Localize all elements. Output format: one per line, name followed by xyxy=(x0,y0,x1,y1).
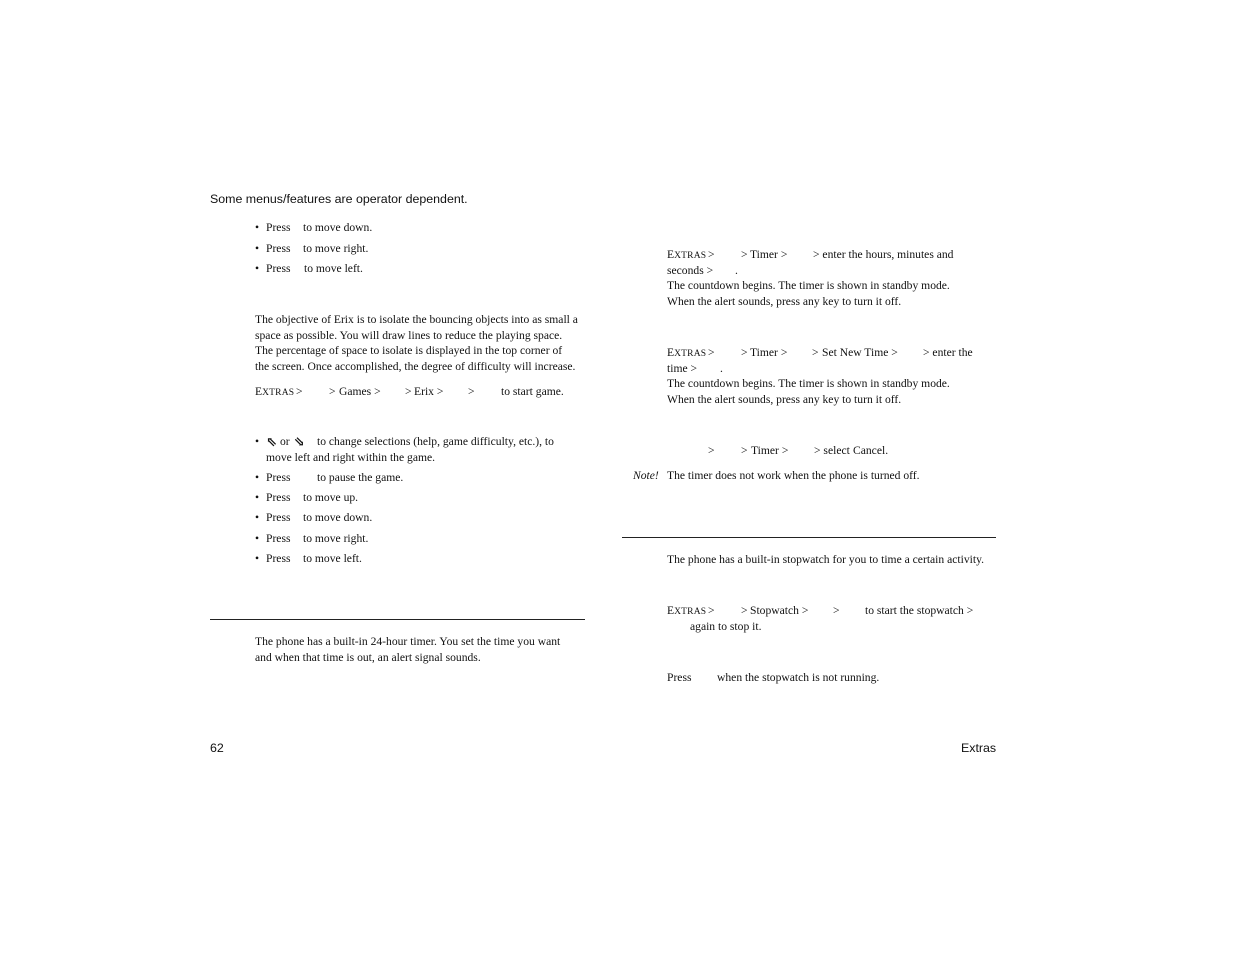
press-text: Press xyxy=(266,532,291,545)
menu-timer: Timer > xyxy=(750,346,788,359)
path-end: . xyxy=(735,264,738,277)
set-timer-block xyxy=(667,247,997,311)
cancel-timer-path xyxy=(667,443,997,459)
section-divider-stopwatch xyxy=(622,537,996,538)
path-separator: > xyxy=(708,346,715,359)
instruction-text: to move left. xyxy=(304,262,363,275)
path-separator: > xyxy=(708,444,715,457)
erix-menu-path xyxy=(255,384,585,400)
path-instruction: seconds > xyxy=(667,264,714,277)
path-separator: > xyxy=(329,385,336,398)
instruction-text: to change selections (help, game difficulty, etc.), to xyxy=(317,435,554,448)
paragraph-line: and when that time is out, an alert signal sounds. xyxy=(255,650,481,664)
page-number: 62 xyxy=(210,741,224,755)
menu-set-new-time: Set New Time > xyxy=(822,346,898,359)
selection-bullet xyxy=(255,434,585,464)
press-text: Press xyxy=(266,491,291,504)
press-text: Press xyxy=(266,242,291,255)
paragraph-line: The percentage of space to isolate is displayed in the top corner of xyxy=(255,344,563,358)
note-label: Note! xyxy=(633,469,659,482)
press-text: Press xyxy=(266,511,291,524)
nav-up-left-icon: ⇖ xyxy=(266,434,277,449)
stopwatch-description: The phone has a built-in stopwatch for you to time a certain activity. xyxy=(667,553,985,566)
path-separator: > xyxy=(405,385,412,398)
path-separator: > xyxy=(708,604,715,617)
press-text: Press xyxy=(266,552,291,565)
bullet-marker: • xyxy=(255,552,260,565)
path-separator: > xyxy=(741,248,748,261)
instruction-text: when the stopwatch is not running. xyxy=(717,671,880,684)
or-text: or xyxy=(280,435,290,448)
path-separator: > xyxy=(741,346,748,359)
timer-description xyxy=(255,634,560,665)
press-text: Press xyxy=(667,671,692,684)
instruction-text-continued: move left and right within the game. xyxy=(266,451,436,464)
paragraph-line: The countdown begins. The timer is shown in standby mode. xyxy=(667,279,950,292)
path-separator: > xyxy=(296,385,303,398)
section-name: Extras xyxy=(961,741,997,755)
nav-down-right-icon: ⇘ xyxy=(294,434,305,449)
path-end-text-continued: again to stop it. xyxy=(690,620,762,633)
paragraph-line: When the alert sounds, press any key to turn it off. xyxy=(667,393,902,406)
menu-extras: EXTRAS xyxy=(667,604,707,617)
list-item xyxy=(255,551,362,567)
path-separator: > xyxy=(741,604,748,617)
menu-extras: EXTRAS xyxy=(667,248,707,261)
paragraph-line: The objective of Erix is to isolate the bouncing objects into as small a xyxy=(255,313,578,326)
paragraph-line: When the alert sounds, press any key to turn it off. xyxy=(667,295,902,308)
press-text: Press xyxy=(266,262,291,275)
path-instruction: > enter the hours, minutes and xyxy=(813,248,954,261)
path-instruction: > enter the xyxy=(923,346,973,359)
list-item xyxy=(255,220,373,236)
press-text: Press xyxy=(266,471,291,484)
bullet-marker: • xyxy=(255,242,260,255)
bullet-marker: • xyxy=(255,262,260,275)
paragraph-line: space as possible. You will draw lines to reduce the playing space. xyxy=(255,328,563,342)
menu-extras: EXTRAS xyxy=(255,385,295,398)
press-text: Press xyxy=(266,221,291,234)
instruction-text: to move right. xyxy=(303,242,369,255)
path-end: . xyxy=(720,362,723,375)
path-separator: > xyxy=(741,444,748,457)
bullet-marker: • xyxy=(255,532,260,545)
menu-cancel: Cancel. xyxy=(853,444,889,457)
menu-timer: Timer > xyxy=(751,444,789,457)
instruction-text: to move down. xyxy=(303,511,373,524)
bullet-marker: • xyxy=(255,511,260,524)
instruction-text: to move left. xyxy=(303,552,362,565)
list-item xyxy=(255,490,359,506)
list-item xyxy=(255,531,369,547)
instruction-text: to move down. xyxy=(303,221,373,234)
menu-extras: EXTRAS xyxy=(667,346,707,359)
path-end-text: to start game. xyxy=(501,385,564,398)
operator-note: Some menus/features are operator dependent. xyxy=(210,192,468,206)
instruction-text: to move right. xyxy=(303,532,369,545)
menu-games: Games > xyxy=(339,385,381,398)
list-item xyxy=(255,510,373,526)
section-divider-timer xyxy=(210,619,585,620)
list-item xyxy=(255,261,363,277)
paragraph-line: The phone has a built-in 24-hour timer. You set the time you want xyxy=(255,635,561,648)
bullet-marker: • xyxy=(255,221,260,234)
bullet-marker: • xyxy=(255,491,260,504)
path-separator: > xyxy=(812,346,819,359)
path-separator: > xyxy=(833,604,840,617)
list-item xyxy=(255,470,404,486)
bullet-marker: • xyxy=(255,435,260,448)
stopwatch-reset xyxy=(667,670,997,686)
bullet-marker: • xyxy=(255,471,260,484)
instruction-text: to move up. xyxy=(303,491,359,504)
path-instruction: > select xyxy=(814,444,850,457)
set-new-time-block xyxy=(667,345,997,409)
path-separator: > xyxy=(708,248,715,261)
erix-description xyxy=(255,312,578,375)
stopwatch-menu-path xyxy=(667,603,997,635)
menu-timer: Timer > xyxy=(750,248,788,261)
path-end-text: to start the stopwatch > xyxy=(865,604,974,617)
note-text: The timer does not work when the phone is turned off. xyxy=(667,469,920,482)
path-separator: > xyxy=(468,385,475,398)
instruction-text: to pause the game. xyxy=(317,471,404,484)
menu-erix: Erix > xyxy=(414,385,444,398)
list-item xyxy=(255,241,369,257)
paragraph-line: the screen. Once accomplished, the degree of difficulty will increase. xyxy=(255,360,576,374)
path-instruction: time > xyxy=(667,362,698,375)
paragraph-line: The countdown begins. The timer is shown in standby mode. xyxy=(667,377,950,390)
menu-stopwatch: Stopwatch > xyxy=(750,604,809,617)
